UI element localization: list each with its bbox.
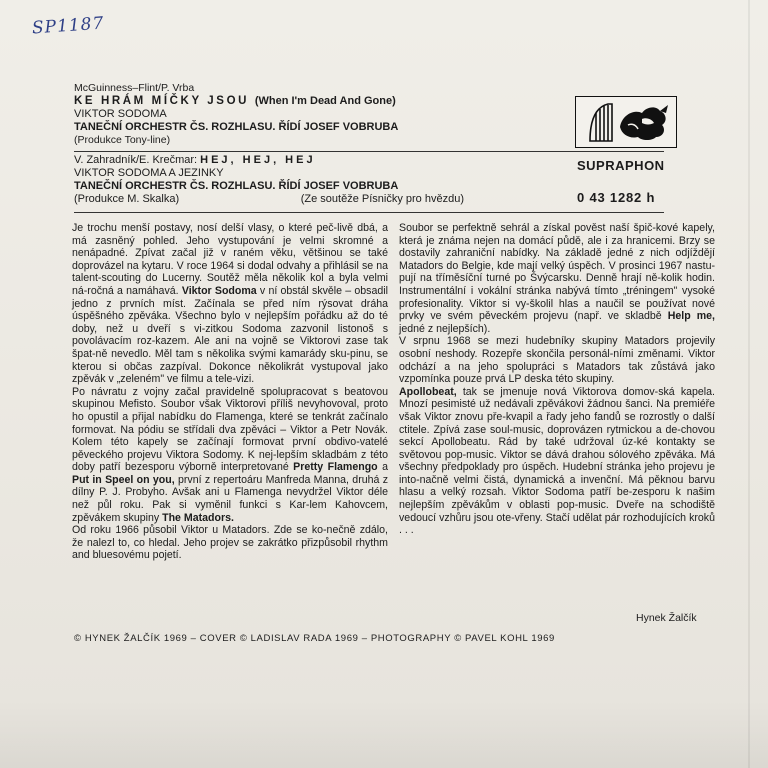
text-run: Put in Speel on you,	[72, 473, 175, 486]
side-b-orchestra: TANEČNÍ ORCHESTR ČS. ROZHLASU. ŘÍDÍ JOSEF VOBRUBA	[74, 180, 399, 192]
text-run: tak se jmenuje nová Viktorova domov-ská kapela. Mnozí pesimisté už nedávali zpěvákovi žádnou šanci. Na premiéře však Viktor znovu pře-kvapil a řady jeho fandů se rozrostly o další ctitele. Zpívá zase soul-music, doprovázen rytmickou a de-chovou sekcí Apollobeatu. Rád by také udržoval úz-ké kontakty se světovou pop-music. Viktor se dává drahou sólového zpěváka. Má všechny předpoklady pro úspěch. Hudební stránka jeho projevu je into-načně velmi čistá, dynamická a invenční. Má pěknou barvu hlasu a velký rozsah. Viktor Sodoma patří be-zesporu k našim nejlepším zpěvákům v oblasti pop-music. Dveře na schodiště vedoucí vzhůru jsou ote-vřeny. Stačí udělat pár rozhodujících kroků . . .	[399, 385, 715, 537]
side-b-artist: VIKTOR SODOMA A JEZINKY	[74, 167, 224, 179]
text-run: Po návratu z vojny začal pravidelně spolupracovat s beatovou skupinou Mefisto. Soubor však Viktorovi příliš nevyhovoval, proto ho opustil a přijal nabídku do Flamenga, které se tenkrát začínalo formovat. Na pódiu se střídali dva zpěváci – Viktor a Petr Novák. Kolem této kapely se začínají formovat první obdivo-vatelé pěveckého projevu Viktora Sodomy. K nej-lepším skladbám z této doby patří bezesporu výborně interpretované	[72, 385, 388, 474]
paragraph	[72, 524, 388, 562]
handwritten-note: SP1187	[31, 13, 105, 39]
catalog-number: 0 43 1282 h	[577, 190, 656, 205]
side-a-credits	[74, 82, 474, 147]
liner-notes-left-column	[72, 222, 388, 562]
copyright-footer: © HYNEK ŽALČÍK 1969 – COVER © LADISLAV RADA 1969 – PHOTOGRAPHY © PAVEL KOHL 1969	[74, 633, 555, 644]
text-run: Help me,	[667, 310, 715, 323]
liner-notes-right-column	[399, 222, 715, 537]
sleeve-crease	[748, 0, 750, 768]
side-a-production: (Produkce Tony-line)	[74, 134, 171, 146]
text-run: Pretty Flamengo	[293, 461, 378, 474]
text-run: The Matadors.	[162, 511, 234, 524]
text-run: Od roku 1966 působil Viktor u Matadors. Zde se ko-nečně zdálo, že nalezl to, co hledal. Jeho projev se zakrátko přizpůsobil rhythm and bluesovému pojetí.	[72, 524, 388, 562]
label-name: SUPRAPHON	[577, 158, 665, 173]
divider	[74, 151, 664, 152]
text-run: jedné z nejlepších).	[399, 322, 491, 335]
side-a-orchestra: TANEČNÍ ORCHESTR ČS. ROZHLASU. ŘÍDÍ JOSEF VOBRUBA	[74, 121, 399, 133]
paragraph	[72, 386, 388, 525]
side-a-title	[74, 95, 474, 108]
side-b-title: HEJ, HEJ, HEJ	[200, 154, 316, 166]
text-run: Je trochu menší postavy, nosí delší vlasy, o které peč-livě dbá, a má zasněný pohled. Jeho vystupování je velmi skromné a nenápadné. Zpívat začal již v raném věku, většinou se také doprovázel na kytaru. V roce 1964 si dodal odvahy a přihlásil se na talent-scouting do Lucerny. Soutěž měla několik kol a byla velmi ná-ročná a namáhavá.	[72, 222, 388, 297]
text-run: V srpnu 1968 se mezi hudebníky skupiny Matadors projevily osobní neshody. Rozepře skončila personál-ními změnami. Viktor odchází a na jeho spolupráci s Matadors tak zůstává jako vzpomínka pouze prvá LP deska této skupiny.	[399, 335, 715, 386]
text-run: Soubor se perfektně sehrál a získal pověst naší špič-kové kapely, která je známa nejen na domácí půdě, ale i za hranicemi. Brzy se dostavily zahraniční nabídky. Na základě jedné z nich odjíždějí Matadors do Belgie, kde mají velký úspěch. V prosinci 1967 nastu-pují na tříměsíční turné po Švýcarsku. Denně hrají ně-kolik hodin. Instrumentální i vokální stránka nabývá tímto „tréningem" vysoké profesionality. Viktor si vy-školil hlas a naučil se používat nové prvky ve svém pěveckém projevu (např. ve skladbě	[399, 222, 715, 323]
text-run: a	[382, 461, 388, 474]
author-signature: Hynek Žalčík	[636, 612, 697, 624]
side-a-title-cz: KE HRÁM MÍČKY JSOU	[74, 95, 250, 107]
side-b-composers: V. Zahradník/E. Krečmar:	[74, 154, 198, 166]
text-run: Viktor Sodoma	[181, 284, 257, 297]
paragraph	[72, 222, 388, 386]
paragraph	[399, 335, 715, 385]
supraphon-lion-harp-logo-icon	[575, 96, 677, 148]
text-run: první z repertoáru Manfreda Manna, druhá z dílny P. J. Probyho. Avšak ani u Flamenga nevydržel Viktor déle než půl roku. Pak si vyměnil funkci s Kar-lem Kahovcem, zpěvákem skupiny	[72, 473, 388, 524]
side-a-artist: VIKTOR SODOMA	[74, 108, 167, 120]
side-a-title-en: (When I'm Dead And Gone)	[254, 95, 396, 107]
sleeve-bottom-edge	[0, 700, 768, 768]
side-a-composers: McGuinness–Flint/P. Vrba	[74, 82, 195, 94]
side-b-production-row	[74, 193, 464, 206]
divider	[74, 212, 664, 213]
side-b-note: (Ze soutěže Písničky pro hvězdu)	[300, 193, 464, 205]
side-b-production: (Produkce M. Skalka)	[74, 193, 180, 205]
text-run: Apollobeat,	[399, 385, 457, 398]
side-b-credits	[74, 154, 594, 206]
text-run: v ní obstál skvěle – obsadil jedno z prvních míst. Začínala se před ním rýsovat dráha úspěšného zpěváka. Všechno bylo v nejlepším pořádku až do té doby, než u dveří s vi-zitkou Sodoma zazvonil listonoš s povolávacím roz-kazem. Ale ani na vojně se Viktorovi zase tak špat-ně nevedlo. Měl tam s několika svými kamarády sku-pinu, se kterou si občas zazpíval. Dokonce několikrát vystupoval jako zpěvák v „zeleném" ve filmu a tele-vizi.	[72, 284, 388, 386]
paragraph	[399, 386, 715, 537]
paragraph	[399, 222, 715, 335]
